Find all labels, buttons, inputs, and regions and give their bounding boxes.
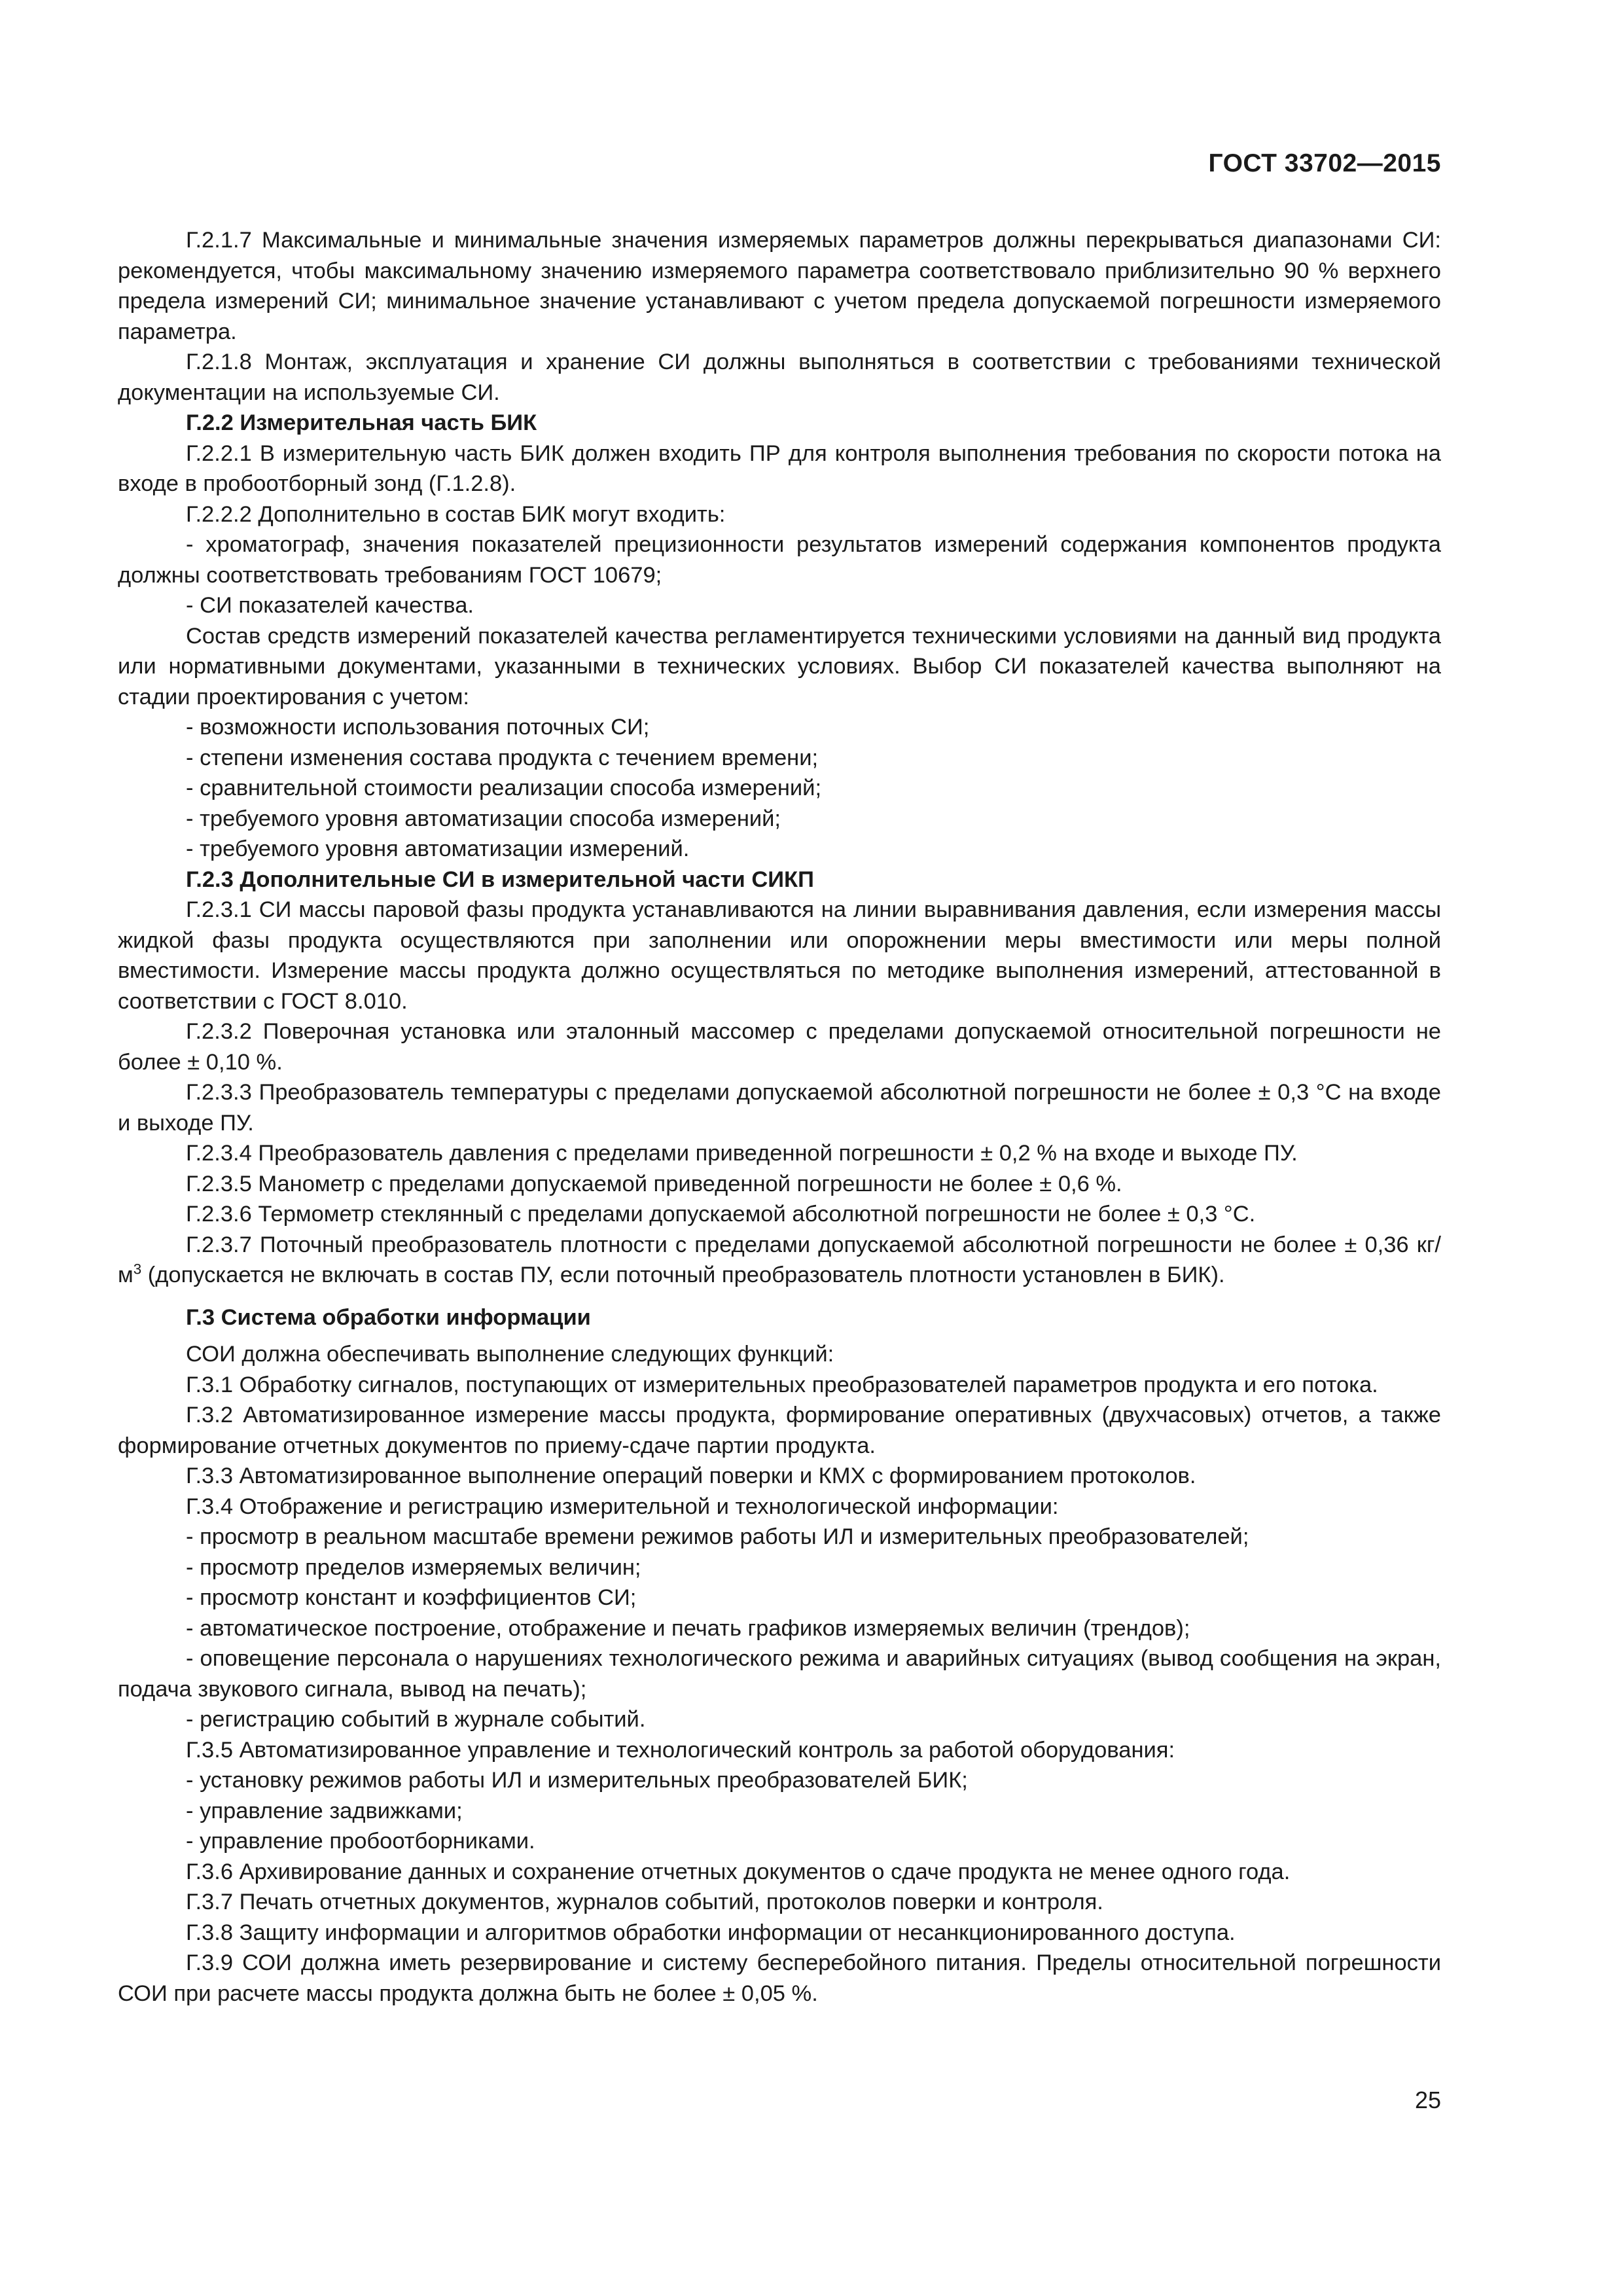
paragraph-g-3-7: Г.3.7 Печать отчетных документов, журналов событий, протоколов поверки и контроля. — [186, 1890, 1103, 1914]
list-item: - автоматическое построение, отображение и печать графиков измеряемых величин (трендов); — [186, 1615, 1190, 1641]
list-item: - управление пробоотборниками. — [186, 1829, 535, 1854]
page-number: 25 — [1414, 2087, 1441, 2113]
list-item: - оповещение персонала о нарушениях технологического режима и аварийных ситуациях (вывод сообщения на экран, подача звукового сигнала, вывод на печать); — [118, 1646, 1441, 1702]
paragraph-g-3-5: Г.3.5 Автоматизированное управление и технологический контроль за работой оборудования: — [186, 1737, 1175, 1763]
section-heading-g-3: Г.3 Система обработки информации — [186, 1304, 591, 1330]
paragraph-quality-composition: Состав средств измерений показателей качества регламентируется техническими условиями на данный вид продукта или нормативными документами, указанными в технических условиях. Выбор СИ показателей качества выполняют на стадии проектирования с учетом: — [118, 623, 1441, 709]
paragraph-g-3-6: Г.3.6 Архивирование данных и сохранение отчетных документов о сдаче продукта не менее одного года. — [186, 1859, 1291, 1884]
paragraph-g-3-9: Г.3.9 СОИ должна иметь резервирование и систему бесперебойного питания. Пределы относительной погрешности СОИ при расчете массы продукта должна быть не более ± 0,05 %. — [118, 1950, 1441, 2006]
paragraph-g-2-1-7: Г.2.1.7 Максимальные и минимальные значения измеряемых параметров должны перекрываться диапазонами СИ: рекомендуется, чтобы максимальному значению измеряемого параметра соответствовало приблизительно 90 % верхнего предела измерений СИ; минимальное значение устанавливают с учетом предела допускаемой погрешности измеряемого параметра. — [118, 228, 1441, 344]
paragraph-g-2-3-1: Г.2.3.1 СИ массы паровой фазы продукта устанавливаются на линии выравнивания давления, если измерения массы жидкой фазы продукта осуществляются при заполнении или опорожнении меры вместимости или меры полной вместимости. Измерение массы продукта должно осуществляться по методике выполнения измерений, аттестованной в соответствии с ГОСТ 8.010. — [118, 897, 1441, 1014]
list-item: - просмотр пределов измеряемых величин; — [186, 1554, 641, 1580]
paragraph-g-2-3-7-text: Г.2.3.7 Поточный преобразователь плотности с пределами допускаемой абсолютной погрешности не более ± 0,36 кг/м — [118, 1232, 1441, 1287]
list-item-quality-instruments: - СИ показателей качества. — [186, 593, 474, 618]
paragraph-g-3-3: Г.3.3 Автоматизированное выполнение операций поверки и КМХ с формированием протоколов. — [186, 1463, 1196, 1488]
paragraph-g-2-3-4: Г.2.3.4 Преобразователь давления с пределами приведенной погрешности ± 0,2 % на входе и выходе ПУ. — [186, 1141, 1298, 1166]
list-item: - требуемого уровня автоматизации измерений. — [186, 836, 690, 861]
section-heading-g-2-2: Г.2.2 Измерительная часть БИК — [186, 410, 537, 435]
list-item-chromatograph: - хроматограф, значения показателей прецизионности результатов измерений содержания компонентов продукта должны соответствовать требованиям ГОСТ 10679; — [118, 532, 1441, 588]
superscript-cubed: 3 — [133, 1261, 142, 1278]
list-item: - степени изменения состава продукта с течением времени; — [186, 745, 819, 770]
paragraph-g-2-3-7 — [118, 1230, 1441, 1291]
list-item: - управление задвижками; — [186, 1798, 463, 1823]
paragraph-g-3-2: Г.3.2 Автоматизированное измерение массы продукта, формирование оперативных (двухчасовых) отчетов, а также формирование отчетных документов по приему-сдаче партии продукта. — [118, 1403, 1441, 1458]
paragraph-g-3-4: Г.3.4 Отображение и регистрацию измерительной и технологической информации: — [186, 1494, 1059, 1519]
list-item: - требуемого уровня автоматизации способа измерений; — [186, 806, 781, 831]
document-body — [118, 225, 1441, 2009]
paragraph-g-2-3-2: Г.2.3.2 Поверочная установка или эталонный массомер с пределами допускаемой относительной погрешности не более ± 0,10 %. — [118, 1019, 1441, 1075]
paragraph-g-2-2-1: Г.2.2.1 В измерительную часть БИК должен входить ПР для контроля выполнения требования по скорости потока на входе в пробоотборный зонд (Г.1.2.8). — [118, 440, 1441, 496]
paragraph-g-2-2-2: Г.2.2.2 Дополнительно в состав БИК могут входить: — [186, 501, 726, 527]
paragraph-g-2-3-6: Г.2.3.6 Термометр стеклянный с пределами допускаемой абсолютной погрешности не более ± 0,3 °С. — [186, 1202, 1256, 1227]
list-item: - просмотр констант и коэффициентов СИ; — [186, 1585, 637, 1610]
list-item: - просмотр в реальном масштабе времени режимов работы ИЛ и измерительных преобразователей; — [186, 1524, 1249, 1549]
list-item: - регистрацию событий в журнале событий. — [186, 1707, 646, 1732]
list-item: - установку режимов работы ИЛ и измерительных преобразователей БИК; — [186, 1768, 968, 1793]
paragraph-g-2-1-8: Г.2.1.8 Монтаж, эксплуатация и хранение СИ должны выполняться в соответствии с требованиями технической документации на используемые СИ. — [118, 350, 1441, 405]
paragraph-g-2-3-5: Г.2.3.5 Манометр с пределами допускаемой приведенной погрешности не более ± 0,6 %. — [186, 1171, 1122, 1196]
list-item: - возможности использования поточных СИ; — [186, 715, 650, 740]
list-item: - сравнительной стоимости реализации способа измерений; — [186, 776, 822, 800]
paragraph-g-2-3-3: Г.2.3.3 Преобразователь температуры с пределами допускаемой абсолютной погрешности не более ± 0,3 °С на входе и выходе ПУ. — [118, 1080, 1441, 1136]
paragraph-soi-functions: СОИ должна обеспечивать выполнение следующих функций: — [186, 1342, 834, 1367]
paragraph-g-3-1: Г.3.1 Обработку сигналов, поступающих от измерительных преобразователей параметров продукта и его потока. — [186, 1372, 1378, 1397]
paragraph-g-2-3-7-text-end: (допускается не включать в состав ПУ, если поточный преобразователь плотности установлен в БИК). — [141, 1263, 1225, 1287]
paragraph-g-3-8: Г.3.8 Защиту информации и алгоритмов обработки информации от несанкционированного доступа. — [186, 1920, 1236, 1945]
document-code: ГОСТ 33702—2015 — [1208, 149, 1441, 177]
section-heading-g-2-3: Г.2.3 Дополнительные СИ в измерительной части СИКП — [186, 867, 814, 892]
